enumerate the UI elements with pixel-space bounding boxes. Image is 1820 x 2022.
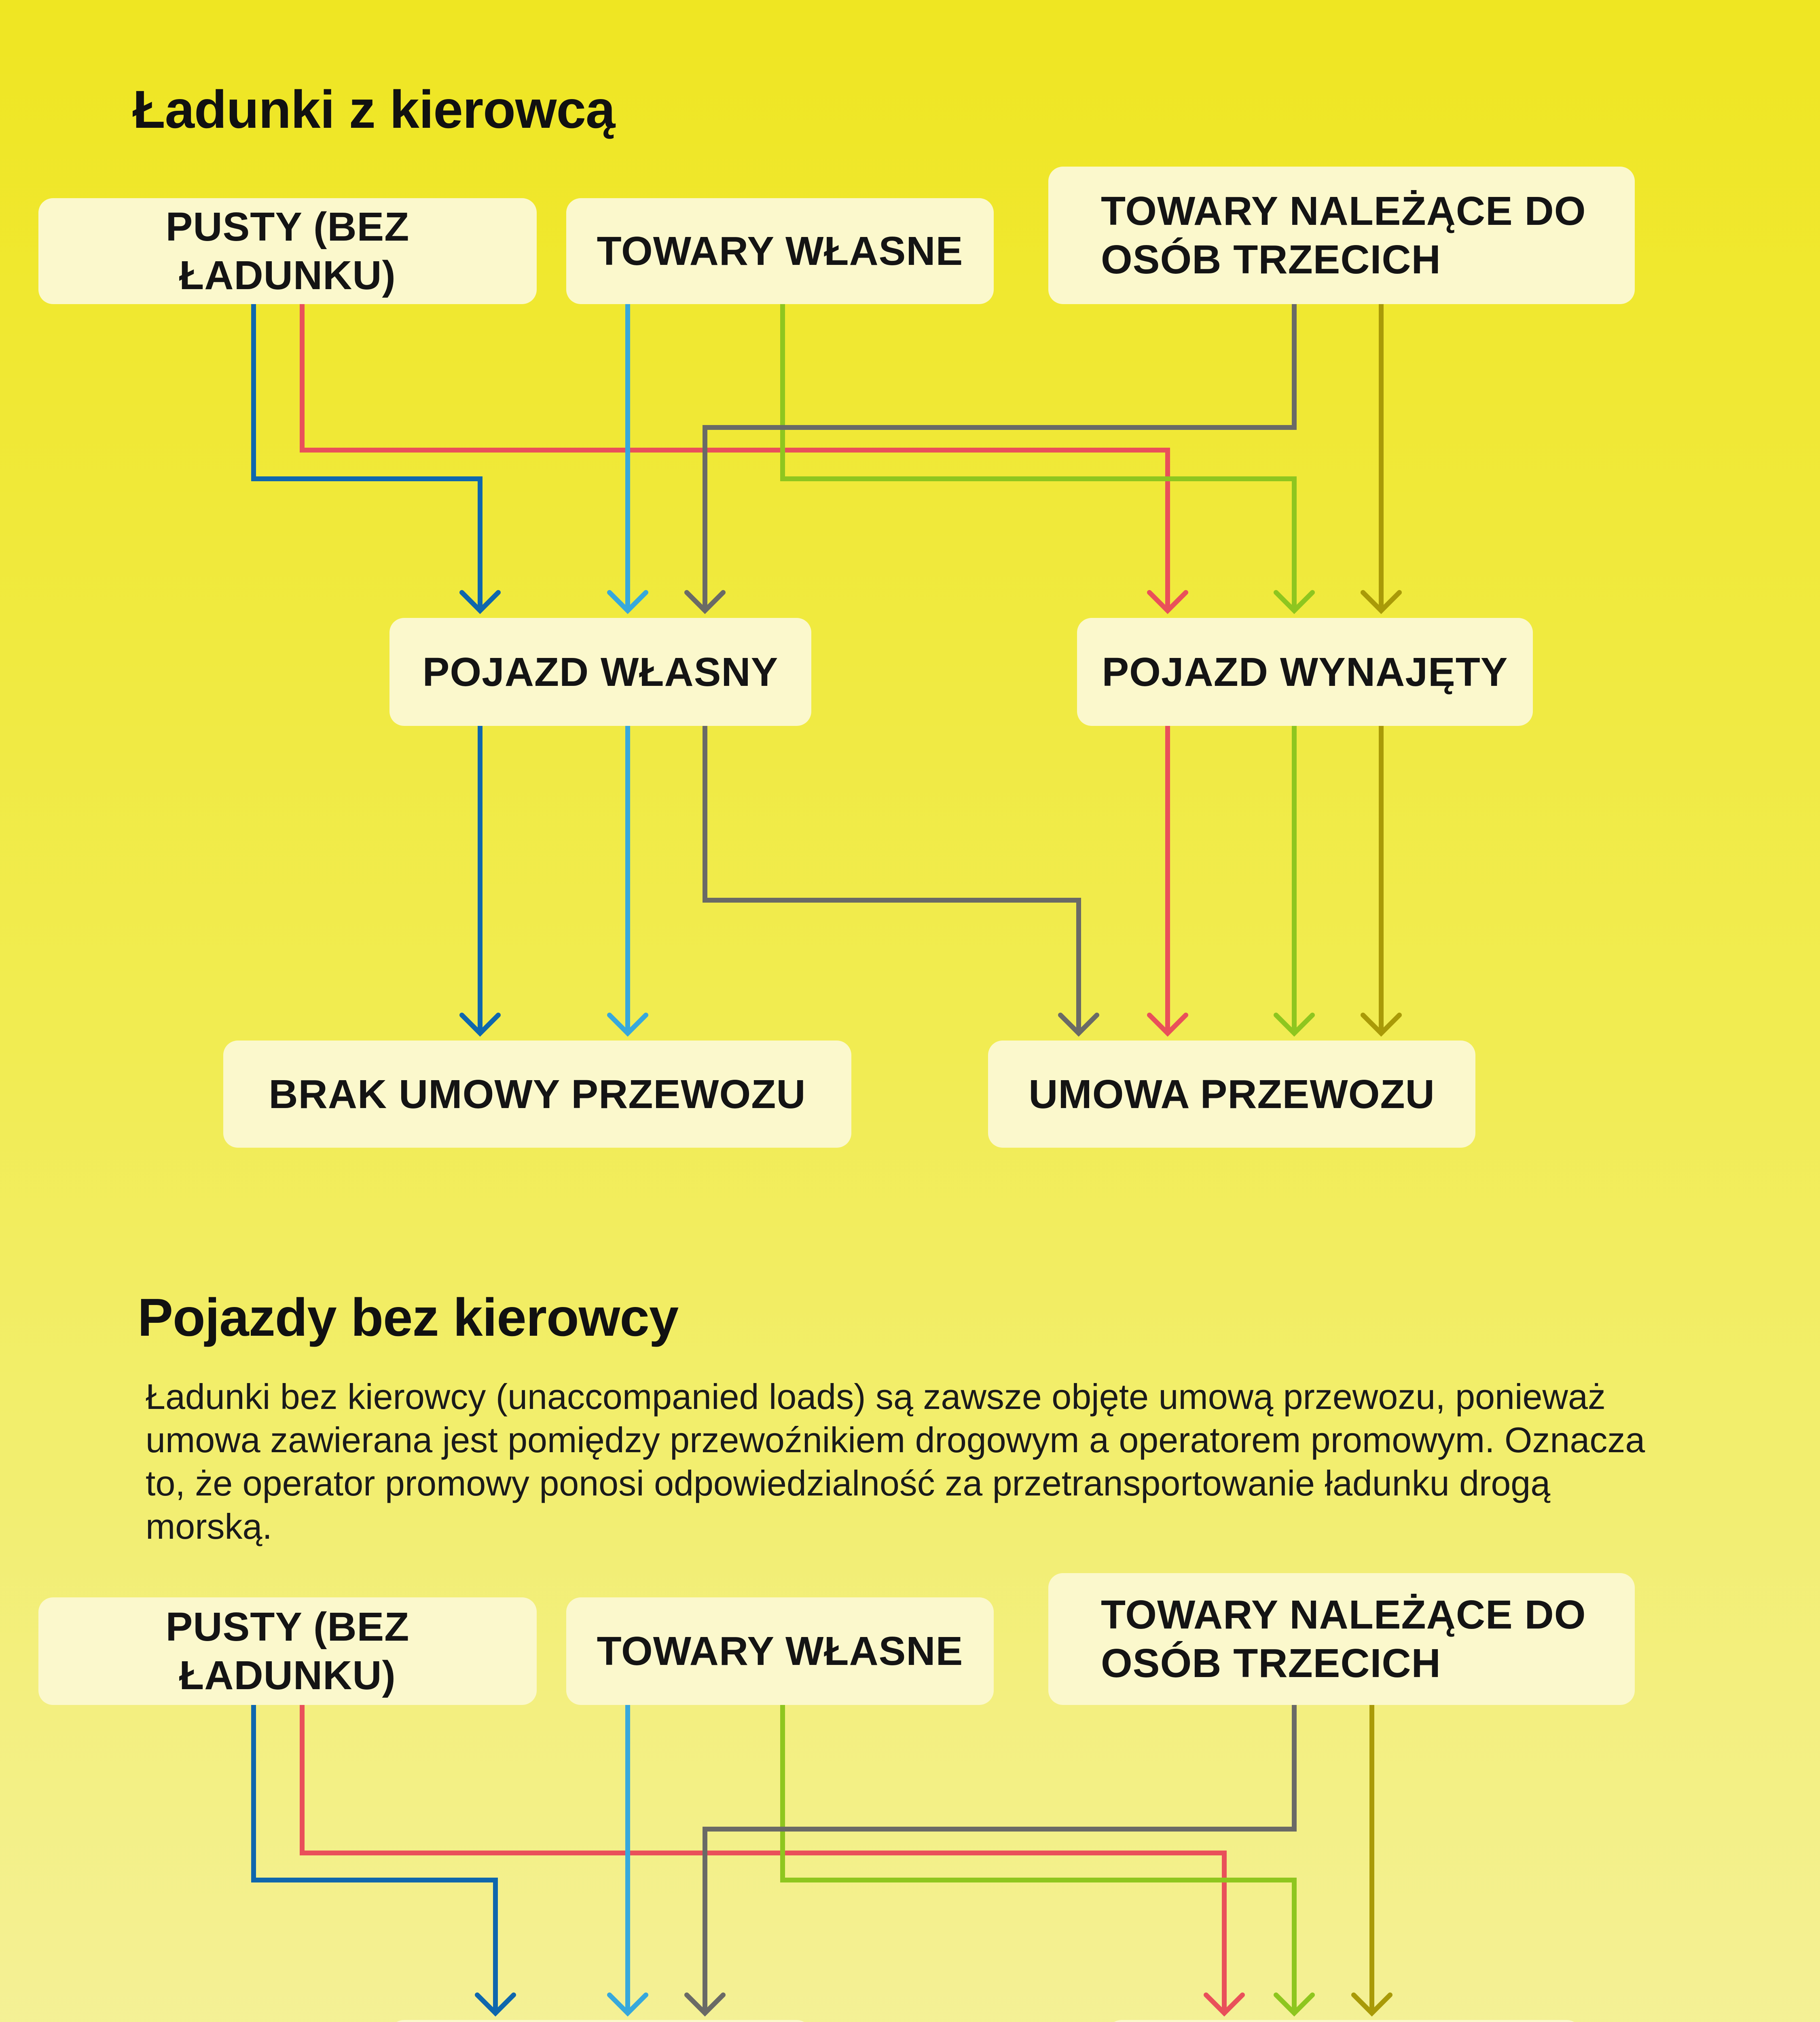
vehicle2-own — [389, 2020, 811, 2022]
vehicle-own-label: POJAZD WŁASNY — [422, 649, 779, 695]
source2-own-goods — [566, 1597, 994, 1705]
outcome-no-contract — [223, 1041, 851, 1148]
arrow2-third-party-to-own-vehicle — [705, 1705, 1294, 2013]
outcome-no-contract-label: BRAK UMOWY PRZEWOZU — [269, 1071, 806, 1117]
section2-title: Pojazdy bez kierowcy — [138, 1288, 679, 1347]
section2-description: Ładunki bez kierowcy (unaccompanied loads) są zawsze objęte umową przewozu, ponieważ umowa zawierana jest pomiędzy przewoźnikiem drogowym a operatorem promowym. Oznacza to, że operator promowy ponosi odpowiedzialność za przetransportowanie ładunku drogą morską. — [146, 1377, 1645, 1546]
source-empty-label: PUSTY (BEZ ŁADUNKU) — [165, 204, 410, 298]
source2-own-goods-label: TOWARY WŁASNE — [597, 1629, 963, 1674]
source2-empty — [38, 1597, 537, 1705]
arrow-empty-to-rented-vehicle — [302, 304, 1168, 611]
arrow-empty-to-own-vehicle — [254, 304, 480, 611]
source2-third-party-label: TOWARY NALEŻĄCE DO OSÓB TRZECICH — [1101, 1592, 1586, 1686]
vehicle-rented-label: POJAZD WYNAJĘTY — [1102, 649, 1508, 695]
vehicle-rented — [1077, 618, 1533, 726]
source2-empty-label: PUSTY (BEZ ŁADUNKU) — [165, 1604, 410, 1698]
outcome-contract-label: UMOWA PRZEWOZU — [1029, 1071, 1435, 1117]
arrow2-empty-to-own-vehicle — [254, 1705, 495, 2013]
source-third-party — [1048, 167, 1635, 304]
source-own-goods-label: TOWARY WŁASNE — [597, 228, 963, 274]
outcome-contract — [988, 1041, 1475, 1148]
section1-title: Ładunki z kierowcą — [133, 80, 615, 139]
arrow2-empty-to-rented-vehicle — [302, 1705, 1224, 2013]
source-empty — [38, 198, 537, 304]
arrow-third-party-to-own-vehicle — [705, 304, 1294, 611]
arrow-own-vehicle-to-contract — [705, 726, 1079, 1033]
arrow2-own-goods-to-rented-vehicle — [783, 1705, 1294, 2013]
vehicle-own — [389, 618, 811, 726]
source-third-party-label: TOWARY NALEŻĄCE DO OSÓB TRZECICH — [1101, 188, 1586, 282]
vehicle2-rented — [1107, 2020, 1581, 2022]
source-own-goods — [566, 198, 994, 304]
source2-third-party — [1048, 1573, 1635, 1705]
arrow-own-goods-to-rented-vehicle — [783, 304, 1294, 611]
